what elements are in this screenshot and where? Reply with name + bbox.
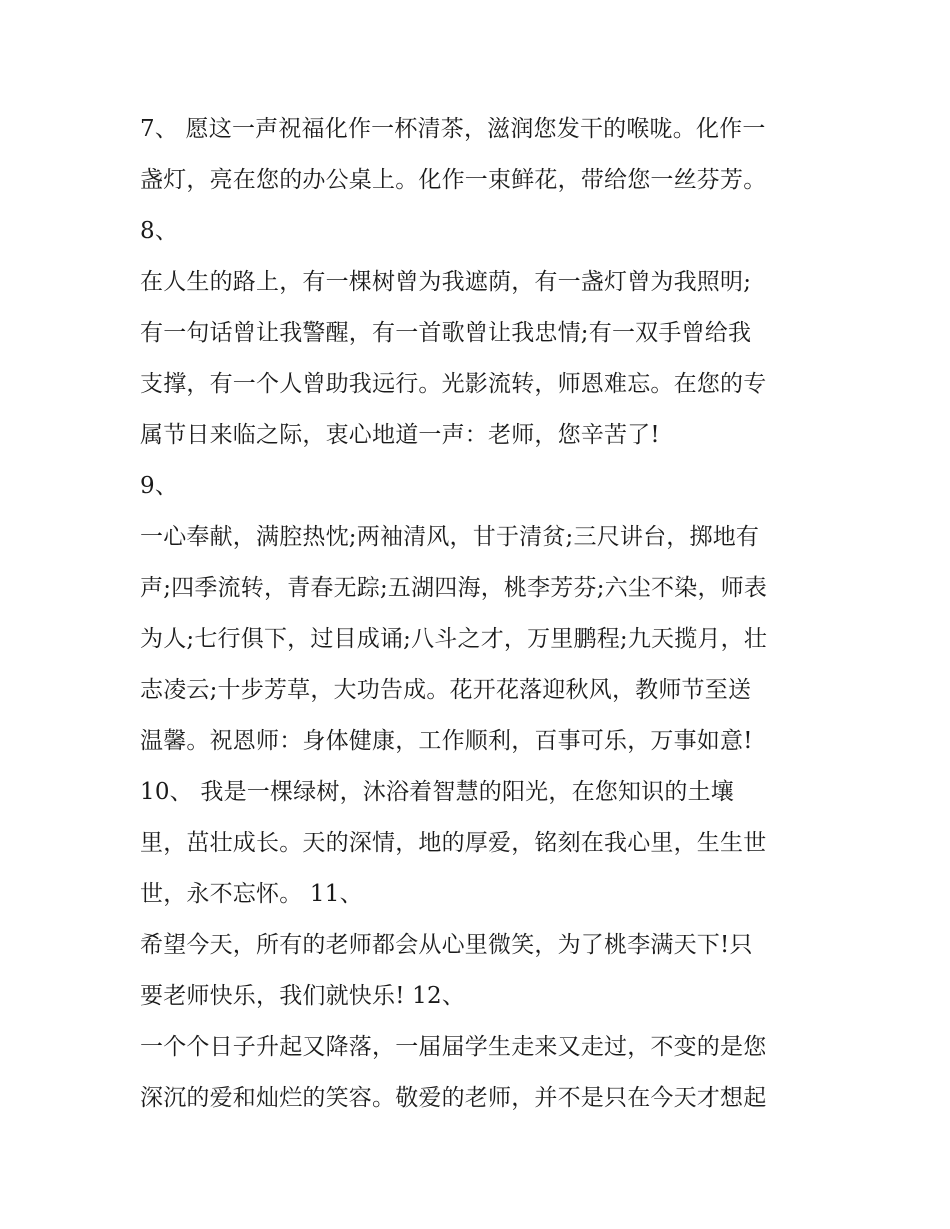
text-line-2: 盏灯，亮在您的办公桌上。化作一束鲜花，带给您一丝芬芳。 — [140, 167, 767, 193]
text-line-11: 为人;七行俱下，过目成诵;八斗之才，万里鹏程;九天揽月，壮 — [140, 626, 768, 652]
text-line-10: 声;四季流转，青春无踪;五湖四海，桃李芳芬;六尘不染，师表 — [140, 575, 768, 601]
text-line-12: 志凌云;十步芳草，大功告成。花开花落迎秋风，教师节至送 — [140, 677, 752, 703]
text-line-18: 要老师快乐，我们就快乐! 12、 — [140, 983, 466, 1009]
text-line-14: 10、 我是一棵绿树，沐浴着智慧的阳光，在您知识的土壤 — [140, 779, 734, 805]
text-line-15: 里，茁壮成长。天的深情，地的厚爱，铭刻在我心里，生生世 — [140, 830, 767, 856]
text-line-16: 世，永不忘怀。 11、 — [140, 881, 363, 907]
text-line-1: 7、 愿这一声祝福化作一杯清茶，滋润您发干的喉咙。化作一 — [140, 116, 766, 142]
text-line-9: 一心奉献，满腔热忱;两袖清风，甘于清贫;三尺讲台，掷地有 — [140, 524, 760, 550]
text-line-5: 有一句话曾让我警醒，有一首歌曾让我忠情;有一双手曾给我 — [140, 320, 752, 346]
text-line-19: 一个个日子升起又降落，一届届学生走来又走过，不变的是您 — [140, 1034, 767, 1060]
text-line-7: 属节日来临之际，衷心地道一声：老师，您辛苦了! — [140, 422, 660, 448]
text-line-3: 8、 — [140, 218, 179, 244]
document-body — [140, 104, 830, 1124]
text-line-4: 在人生的路上，有一棵树曾为我遮荫，有一盏灯曾为我照明; — [140, 269, 752, 295]
text-line-8: 9、 — [140, 473, 179, 499]
text-line-6: 支撑，有一个人曾助我远行。光影流转，师恩难忘。在您的专 — [140, 371, 767, 397]
text-line-20: 深沉的爱和灿烂的笑容。敬爱的老师，并不是只在今天才想起 — [140, 1085, 767, 1111]
text-line-17: 希望今天，所有的老师都会从心里微笑，为了桃李满天下!只 — [140, 932, 753, 958]
text-line-13: 温馨。祝恩师：身体健康，工作顺利，百事可乐，万事如意! — [140, 728, 753, 754]
